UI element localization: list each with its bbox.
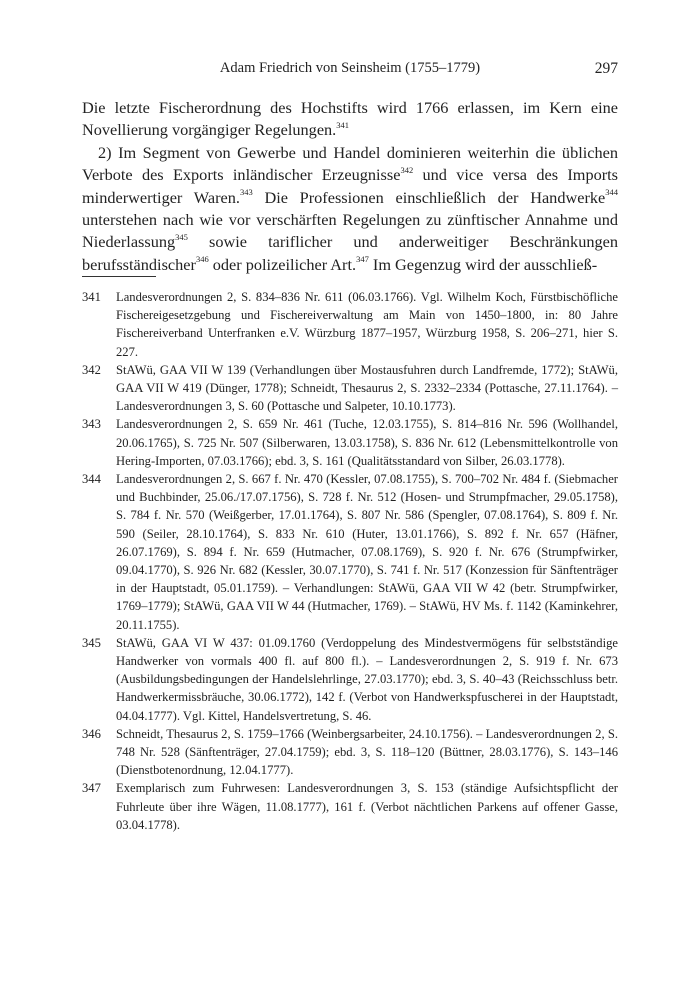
footnote-text: Landesverordnungen 2, S. 667 f. Nr. 470 (Kessler, 07.08.1755), S. 700–702 Nr. 484 f. (Siebmacher und Buchbinder, 25.06./17.07.1756), S. 728 f. Nr. 512 (Hosen- und Strumpfmacher, 29.05.1758), S. 784 f. Nr. 570 (Weißgerber, 17.01.1764), S. 807 Nr. 586 (Spengler, 07.08.1764), S. 809 f. Nr. 590 (Seiler, 28.10.1764), S. 833 Nr. 610 (Huter, 13.01.1766), S. 892 f. Nr. 657 (Häfner, 26.07.1769), S. 894 f. Nr. 659 (Hutmacher, 07.08.1769), S. 920 f. Nr. 676 (Strumpfwirker, 09.04.1770), S. 926 Nr. 682 (Kessler, 30.07.1770), S. 741 f. Nr. 517 (Konzession für Sänftenträger in der Hauptstadt, 05.01.1759). – Verhandlungen: StAWü, GAA VII W 42 (betr. Strumpfwirker, 1769–1779); StAWü, GAA VII W 44 (Hutmacher, 1769). – StAWü, HV Ms. f. 1142 (Kaminkehrer, 20.11.1755).: [116, 472, 618, 632]
footnote-number: 342: [82, 362, 101, 377]
footnote-341: [82, 288, 618, 361]
footnote-text: Schneidt, Thesaurus 2, S. 1759–1766 (Weinbergsarbeiter, 24.10.1756). – Landesverordnungen 2, S. 748 Nr. 528 (Sänftenträger, 27.04.1759); ebd. 3, S. 118–120 (Büttner, 28.03.1776), S. 143–146 (Dienstbotenordnung, 12.04.1777).: [116, 726, 618, 778]
footnote-number: 346: [82, 726, 101, 741]
footnote-ref: 341: [336, 119, 350, 130]
footnote-346: [82, 725, 618, 780]
footnote-345: [82, 634, 618, 725]
paragraph-text: Die letzte Fischerordnung des Hochstifts wird 1766 erlassen, im Kern eine Novellierung vorgängiger Regelungen.: [82, 98, 618, 140]
footnote-ref: 347: [356, 254, 369, 265]
footnote-text: StAWü, GAA VII W 139 (Verhandlungen über Mostausfuhren durch Landfremde, 1772); StAWü, GAA VII W 419 (Dünger, 1778); Schneidt, Thesaurus 2, S. 2332–2334 (Pottasche, 27.11.1764). – Landesverordnungen 3, S. 60 (Pottasche und Salpeter, 10.10.1773).: [116, 362, 618, 414]
footnote-342: [82, 361, 618, 416]
footnote-number: 347: [82, 781, 101, 796]
footnote-344: [82, 470, 618, 634]
footnote-ref: 344: [605, 187, 618, 198]
main-text: [82, 97, 618, 276]
footnote-number: 345: [82, 635, 101, 650]
footnote-347: [82, 779, 618, 834]
footnote-ref: 345: [175, 232, 188, 243]
paragraph-text: und vice versa des Imports minderwertiger Waren.: [82, 165, 619, 207]
paragraph-text: Im Gegenzug wird der ausschließ-: [368, 254, 598, 274]
footnote-text: Landesverordnungen 2, S. 659 Nr. 461 (Tuche, 12.03.1755), S. 814–816 Nr. 596 (Wollhandel, 20.06.1765), S. 725 Nr. 507 (Silberwaren, 13.03.1758), S. 836 Nr. 612 (Lebensmittelkontrolle von Hering-Importen, 07.03.1766); ebd. 3, S. 161 (Qualitätsstandard von Silber, 26.03.1778).: [116, 417, 618, 468]
footnote-ref: 346: [195, 254, 209, 265]
footnote-separator: [82, 276, 156, 277]
footnote-ref: 342: [400, 164, 414, 175]
paragraph-text: sowie tariflicher und anderweitiger Beschränkungen berufsständischer: [82, 232, 618, 274]
paragraph-text: Die Professionen einschließlich der Handwerke: [252, 187, 606, 207]
footnote-number: 343: [82, 417, 101, 432]
footnote-number: 341: [82, 290, 101, 304]
paragraph-2: [82, 142, 618, 276]
running-title: Adam Friedrich von Seinsheim (1755–1779): [219, 60, 481, 76]
paragraph-text: unterstehen nach wie vor verschärften Regelungen zu zünftischer Annahme und Niederlassung: [82, 210, 618, 252]
paragraph-text: 2) Im Segment von Gewerbe und Handel dominieren weiterhin die üblichen Verbote des Exports inländischer Erzeugnisse: [82, 142, 618, 185]
page-number: 297: [594, 60, 618, 77]
footnote-number: 344: [82, 472, 101, 487]
footnote-text: StAWü, GAA VI W 437: 01.09.1760 (Verdoppelung des Mindestvermögens für selbstständige Handwerker von vormals 400 fl. auf 800 fl.). – Landesverordnungen 2, S. 919 f. Nr. 673 (Ausbildungsbedingungen der Handelslehrlinge, 27.03.1770); ebd. 3, S. 40–43 (Reichsschluss betr. Handwerkermissbräuche, 30.06.1772), 142 f. (Verbot von Handwerkspfuscherei in der Hauptstadt, 04.04.1777). Vgl. Kittel, Handelsvertretung, S. 46.: [116, 635, 618, 723]
footnote-343: [82, 415, 618, 470]
footnote-ref: 343: [239, 187, 253, 198]
footnote-text: Landesverordnungen 2, S. 834–836 Nr. 611 (06.03.1766). Vgl. Wilhelm Koch, Fürstbischöfliche Fischereigesetzgebung und Fischereiverwaltung am Main von 1450–1800, in: 80 Jahre Fischereiverband Unterfranken e.V. Würzburg 1877–1957, Würzburg 1958, S. 206–271, hier S. 227.: [116, 290, 618, 359]
paragraph-1: [82, 97, 618, 142]
footnote-text: Exemplarisch zum Fuhrwesen: Landesverordnungen 3, S. 153 (ständige Aufsichtspflicht der Fuhrleute über ihre Wägen, 11.08.1777), 161 f. (Verbot nächtlichen Parkens auf offener Gasse, 03.04.1778).: [116, 781, 618, 832]
paragraph-text: oder polizeilicher Art.: [208, 254, 357, 274]
footnotes: [82, 288, 618, 834]
